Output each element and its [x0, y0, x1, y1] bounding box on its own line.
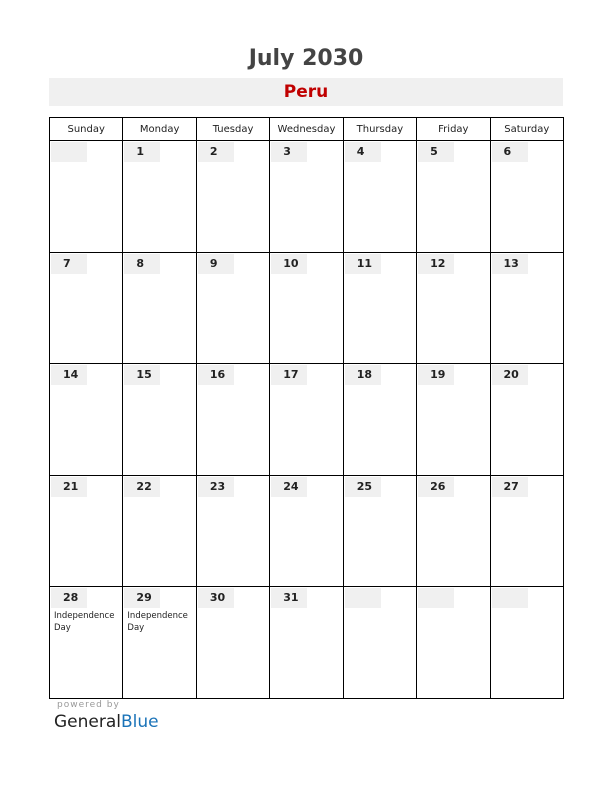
day-cell[interactable] [343, 252, 416, 364]
day-cell[interactable] [196, 364, 269, 476]
weekday-header: Wednesday [270, 118, 343, 141]
weekday-header-row [50, 118, 564, 141]
day-cell[interactable] [490, 587, 563, 699]
weekday-header: Thursday [343, 118, 416, 141]
day-cell[interactable] [490, 364, 563, 476]
day-number: 27 [492, 477, 528, 497]
day-cell[interactable] [50, 587, 123, 699]
day-cell[interactable] [270, 475, 343, 587]
country-banner [49, 78, 563, 106]
day-number: 20 [492, 365, 528, 385]
day-cell[interactable] [343, 364, 416, 476]
day-number: 26 [418, 477, 454, 497]
day-number: 19 [418, 365, 454, 385]
day-cell[interactable] [417, 475, 490, 587]
calendar-title: July 2030 [248, 46, 364, 71]
day-cell[interactable] [343, 587, 416, 699]
week-row [50, 475, 564, 587]
day-number: 6 [492, 142, 528, 162]
day-number: 7 [51, 254, 87, 274]
day-cell[interactable] [270, 587, 343, 699]
day-number: 24 [271, 477, 307, 497]
calendar-grid [49, 117, 564, 699]
day-cell[interactable] [490, 141, 563, 253]
day-cell[interactable] [50, 252, 123, 364]
logo-general: General [54, 712, 121, 732]
day-cell[interactable] [123, 141, 196, 253]
day-number: 29 [124, 588, 160, 608]
day-number: 12 [418, 254, 454, 274]
day-number: 10 [271, 254, 307, 274]
day-cell[interactable] [123, 587, 196, 699]
weekday-header: Tuesday [196, 118, 269, 141]
logo-blue: Blue [121, 712, 159, 732]
day-number: 23 [198, 477, 234, 497]
day-cell[interactable] [270, 364, 343, 476]
day-number: 8 [124, 254, 160, 274]
day-cell[interactable] [50, 141, 123, 253]
day-cell[interactable] [343, 141, 416, 253]
powered-by-text: powered by [57, 700, 120, 710]
day-number: 4 [345, 142, 381, 162]
day-number: 9 [198, 254, 234, 274]
day-cell[interactable] [490, 475, 563, 587]
day-cell[interactable] [196, 587, 269, 699]
day-number: 22 [124, 477, 160, 497]
day-cell[interactable] [270, 252, 343, 364]
day-cell[interactable] [417, 141, 490, 253]
day-number: 1 [124, 142, 160, 162]
day-number: 17 [271, 365, 307, 385]
day-cell[interactable] [417, 364, 490, 476]
holiday-label: Independence Day [54, 611, 115, 633]
weekday-header: Friday [417, 118, 490, 141]
day-number: 2 [198, 142, 234, 162]
day-number: 15 [124, 365, 160, 385]
day-number [492, 588, 528, 608]
day-cell[interactable] [123, 252, 196, 364]
day-cell[interactable] [196, 141, 269, 253]
weekday-header: Saturday [490, 118, 563, 141]
day-cell[interactable] [123, 364, 196, 476]
day-cell[interactable] [196, 252, 269, 364]
day-cell[interactable] [343, 475, 416, 587]
holiday-label: Independence Day [127, 611, 188, 633]
day-number: 30 [198, 588, 234, 608]
day-cell[interactable] [196, 475, 269, 587]
day-number: 3 [271, 142, 307, 162]
day-cell[interactable] [123, 475, 196, 587]
weekday-header: Sunday [50, 118, 123, 141]
day-number: 13 [492, 254, 528, 274]
day-cell[interactable] [50, 475, 123, 587]
day-number: 25 [345, 477, 381, 497]
generalblue-logo[interactable] [54, 712, 159, 732]
day-number: 31 [271, 588, 307, 608]
day-cell[interactable] [50, 364, 123, 476]
day-cell[interactable] [270, 141, 343, 253]
day-number [418, 588, 454, 608]
day-number: 16 [198, 365, 234, 385]
day-number: 21 [51, 477, 87, 497]
week-row [50, 364, 564, 476]
day-number: 14 [51, 365, 87, 385]
day-number: 28 [51, 588, 87, 608]
country-name: Peru [283, 82, 329, 102]
day-number: 11 [345, 254, 381, 274]
week-row [50, 587, 564, 699]
week-row [50, 141, 564, 253]
day-number [51, 142, 87, 162]
day-number [345, 588, 381, 608]
week-row [50, 252, 564, 364]
day-cell[interactable] [490, 252, 563, 364]
weekday-header: Monday [123, 118, 196, 141]
day-number: 18 [345, 365, 381, 385]
day-cell[interactable] [417, 252, 490, 364]
day-number: 5 [418, 142, 454, 162]
day-cell[interactable] [417, 587, 490, 699]
